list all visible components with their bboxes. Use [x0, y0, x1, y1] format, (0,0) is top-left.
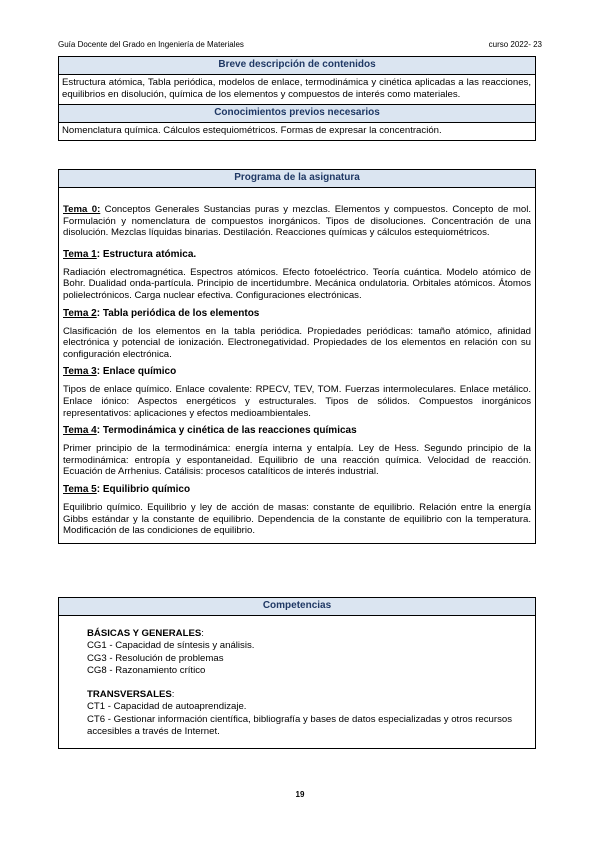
- competencias-header: Competencias: [59, 598, 535, 616]
- competencias-content: [59, 616, 535, 748]
- basicas-colon: :: [201, 628, 204, 639]
- header-title: Guía Docente del Grado en Ingeniería de Materiales: [58, 40, 244, 49]
- header-course: curso 2022- 23: [488, 40, 542, 49]
- tema-5-name: : Equilibrio químico: [96, 483, 191, 495]
- descripcion-text: Estructura atómica, Tabla periódica, modelos de enlace, termodinámica y cinética aplicadas a las reacciones, equilibrios en disolución, química de los elementos y compuestos de interés como materiales.: [62, 77, 531, 100]
- tema-2-title: [63, 308, 531, 320]
- tema-1-name: : Estructura atómica.: [96, 248, 197, 260]
- competencia-item: CT6 - Gestionar información científica, bibliografía y bases de datos especializadas y otros recursos accesibles a través de Internet.: [87, 713, 512, 738]
- tema-2-body: Clasificación de los elementos en la tabla periódica. Propiedades periódicas: tamaño atómico, afinidad electrónica y potencial de ionización. Electronegatividad. Propiedades de los elementos en relación con su configuración electrónica.: [63, 325, 531, 360]
- page-number: 19: [295, 790, 305, 799]
- competencia-item: CG3 - Resolución de problemas: [87, 652, 224, 664]
- tema-2-name: : Tabla periódica de los elementos: [96, 307, 260, 319]
- tema-4-label: Tema 4: [63, 425, 97, 437]
- tema-0: [63, 204, 531, 239]
- programa-box: [58, 169, 536, 544]
- tema-1-title: [63, 249, 531, 261]
- tema-3-body: Tipos de enlace químico. Enlace covalente: RPECV, TEV, TOM. Fuerzas intermoleculares. Enlace metálico. Enlace iónico: Aspectos energéticos y estructurales. Tipos de sólidos. Compuestos inorgánicos representativos: aplicaciones y efectos medioambientales.: [63, 384, 531, 419]
- tema-3-name: : Enlace químico: [96, 366, 177, 378]
- transversales-heading: [87, 689, 527, 701]
- tema-5-body: Equilibrio químico. Equilibrio y ley de acción de masas: constante de equilibrio. Relación entre la energía Gibbs estándar y la constante de equilibrio. Dependencia de la constante de equilibrio con la temperatura. Modificación de las condiciones de equilibrio.: [63, 501, 531, 537]
- transversales-group: [87, 689, 527, 738]
- tema-1-label: Tema 1: [63, 248, 97, 260]
- tema-0-label: Tema 0:: [63, 204, 101, 215]
- basicas-title: BÁSICAS Y GENERALES: [87, 628, 202, 639]
- competencia-item: CG8 - Razonamiento crítico: [87, 664, 206, 676]
- competencia-item: CT1 - Capacidad de autoaprendizaje.: [87, 701, 247, 713]
- page-header: [58, 40, 542, 49]
- descripcion-header: Breve descripción de contenidos: [59, 57, 535, 75]
- programa-header: Programa de la asignatura: [59, 170, 535, 188]
- basicas-group: [87, 628, 527, 677]
- basicas-heading: [87, 628, 527, 640]
- tema-2-label: Tema 2: [63, 307, 97, 319]
- conocimientos-text: Nomenclatura química. Cálculos estequiométricos. Formas de expresar la concentración.: [62, 125, 442, 136]
- tema-4-body: Primer principio de la termodinámica: energía interna y entalpía. Ley de Hess. Segundo principio de la termodinámica: entropía y espontaneidad. Equilibrio de una reacción química. Velocidad de reacción. Ecuación de Arrhenius. Catálisis: procesos catalíticos de interés industrial.: [63, 443, 531, 478]
- competencia-item: CG1 - Capacidad de síntesis y análisis.: [87, 640, 255, 652]
- tema-4-title: [63, 425, 531, 437]
- tema-3-title: [63, 366, 531, 378]
- tema-5-title: [63, 484, 531, 496]
- tema-0-text: Conceptos Generales Sustancias puras y mezclas. Elementos y compuestos. Concepto de mol. Formulación y nomenclatura de compuestos inorgánicos. Tipos de disoluciones. Concentración de una disolución. Mezclas líquidas binarias. Destilación. Reacciones químicas y cálculos estequiométricos.: [63, 204, 532, 239]
- transversales-title: TRANSVERSALES: [87, 689, 172, 701]
- transversales-colon: :: [171, 689, 175, 701]
- conocimientos-header: Conocimientos previos necesarios: [59, 104, 535, 123]
- competencias-box: [58, 597, 536, 749]
- tema-1-body: Radiación electromagnética. Espectros atómicos. Efecto fotoeléctrico. Teoría cuántica. Modelo atómico de Bohr. Dualidad onda-partícula. Principio de incertidumbre. Mecánica ondulatoria. Orbitales atómicos. Átomos polielectrónicos. Carga nuclear efectiva. Configuraciones electrónicas.: [63, 266, 531, 301]
- tema-3-label: Tema 3: [63, 366, 97, 378]
- tema-5-label: Tema 5: [63, 483, 97, 495]
- descripcion-box: [58, 56, 536, 141]
- programa-content: [59, 188, 535, 543]
- tema-4-name: : Termodinámica y cinética de las reacciones químicas: [96, 425, 357, 437]
